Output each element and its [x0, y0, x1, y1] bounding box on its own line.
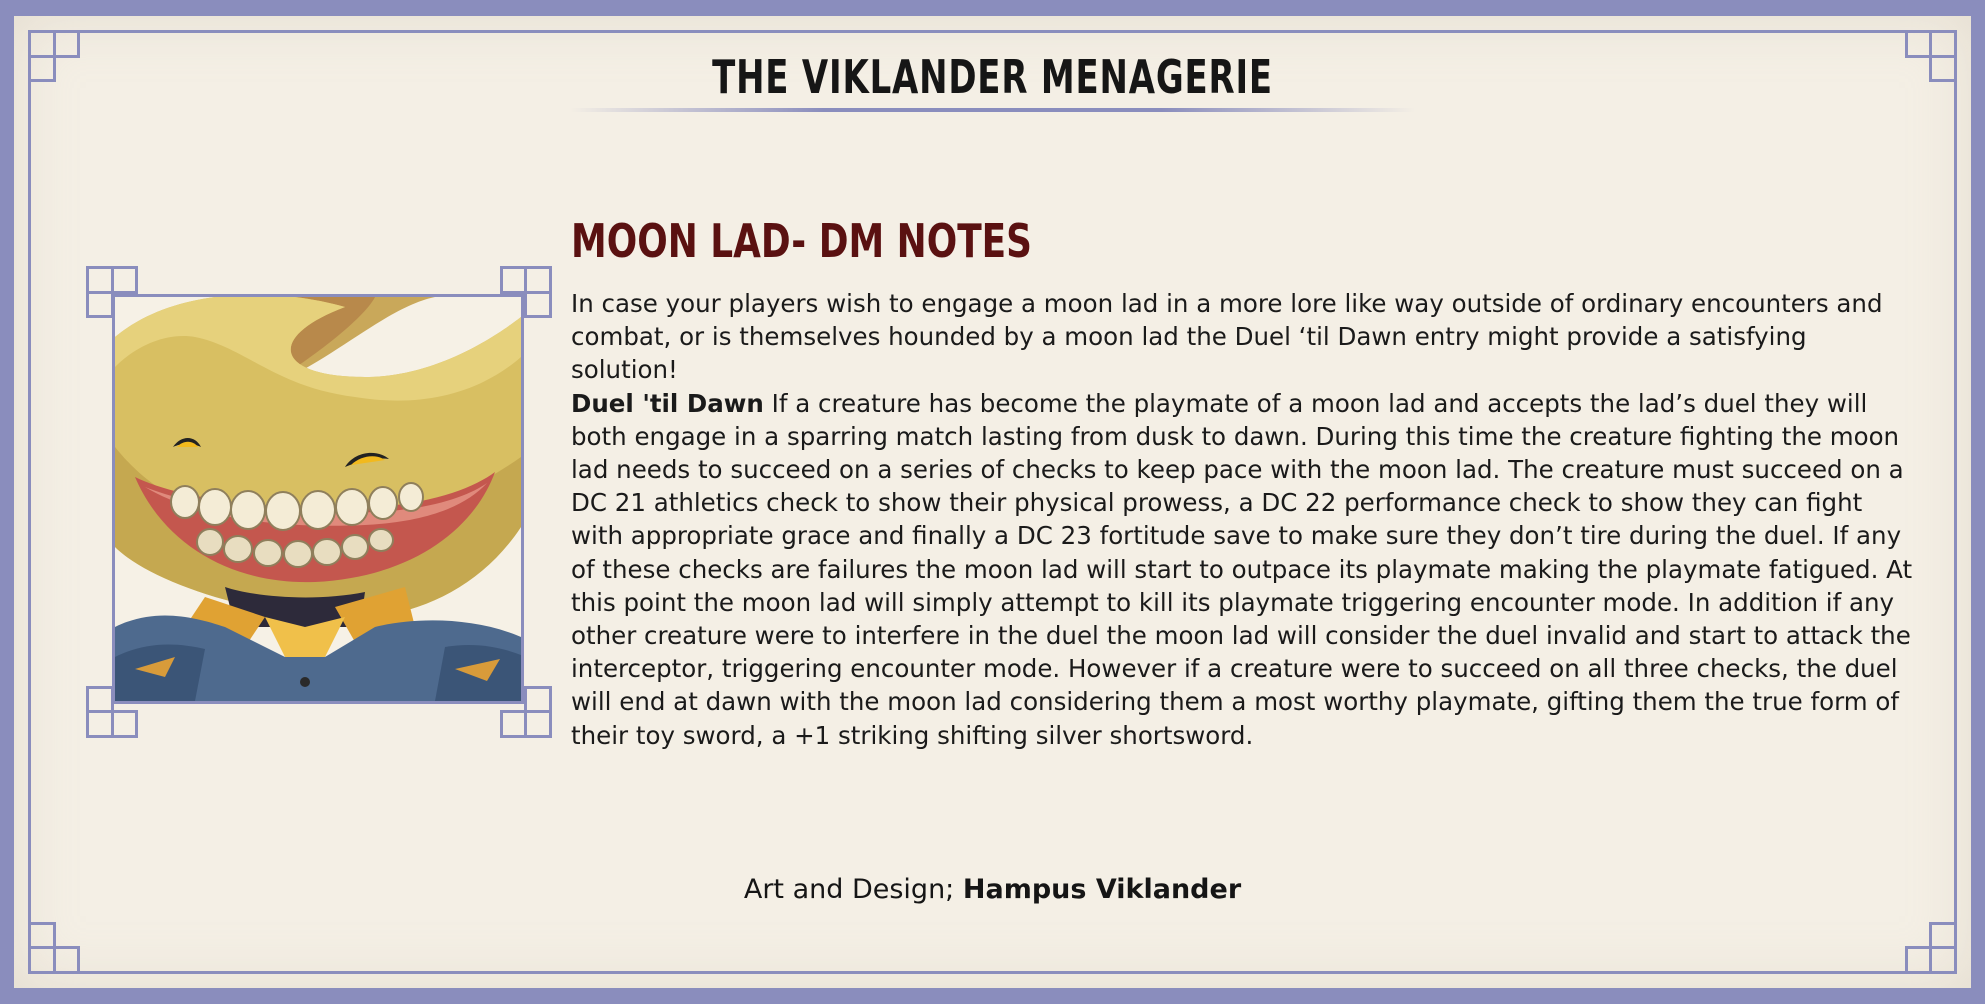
duel-entry-paragraph [571, 387, 1916, 752]
frame-corner-ornament [28, 30, 80, 82]
section-title: MOON LAD- DM NOTES [571, 214, 1033, 268]
credits-label: Art and Design; [743, 874, 955, 905]
intro-paragraph: In case your players wish to engage a moon lad in a more lore like way outside of ordinary encounters and combat, or is themselves hounded by a moon lad the Duel ‘til Dawn entry might provide a satisfying solution! [571, 289, 1883, 385]
credits-name: Hampus Viklander [962, 874, 1242, 905]
illustration-panel [86, 266, 552, 738]
art-corner-ornament [500, 686, 552, 738]
frame-corner-ornament [28, 922, 80, 974]
page-header-title: THE VIKLANDER MENAGERIE [712, 50, 1273, 104]
header-divider [570, 108, 1415, 112]
credits-line [0, 874, 1985, 905]
dm-notes-text [571, 287, 1916, 752]
frame-corner-ornament [1905, 922, 1957, 974]
art-corner-ornament [86, 686, 138, 738]
entry-text: If a creature has become the playmate of a moon lad and accepts the lad’s duel they will both engage in a sparring match lasting from dusk to dawn. During this time the creature fighting the moon lad needs to succeed on a series of checks to keep pace with the moon lad. The creature must succeed on a DC 21 athletics check to show their physical prowess, a DC 22 performance check to show they can fight with appropriate grace and finally a DC 23 fortitude save to make sure they don’t tire during the duel. If any of these checks are failures the moon lad will start to outpace its playmate making the playmate fatigued. At this point the moon lad will simply attempt to kill its playmate triggering encounter mode. In addition if any other creature were to interfere in the duel the moon lad will consider the duel invalid and start to attack the interceptor, triggering encounter mode. However if a creature were to succeed on all three checks, the duel will end at dawn with the moon lad considering them a most worthy playmate, gifting them the true form of their toy sword, a +1 striking shifting silver shortsword. [571, 388, 1913, 750]
moon-lad-illustration [112, 294, 524, 704]
frame-corner-ornament [1905, 30, 1957, 82]
entry-title: Duel 'til Dawn [571, 388, 764, 418]
